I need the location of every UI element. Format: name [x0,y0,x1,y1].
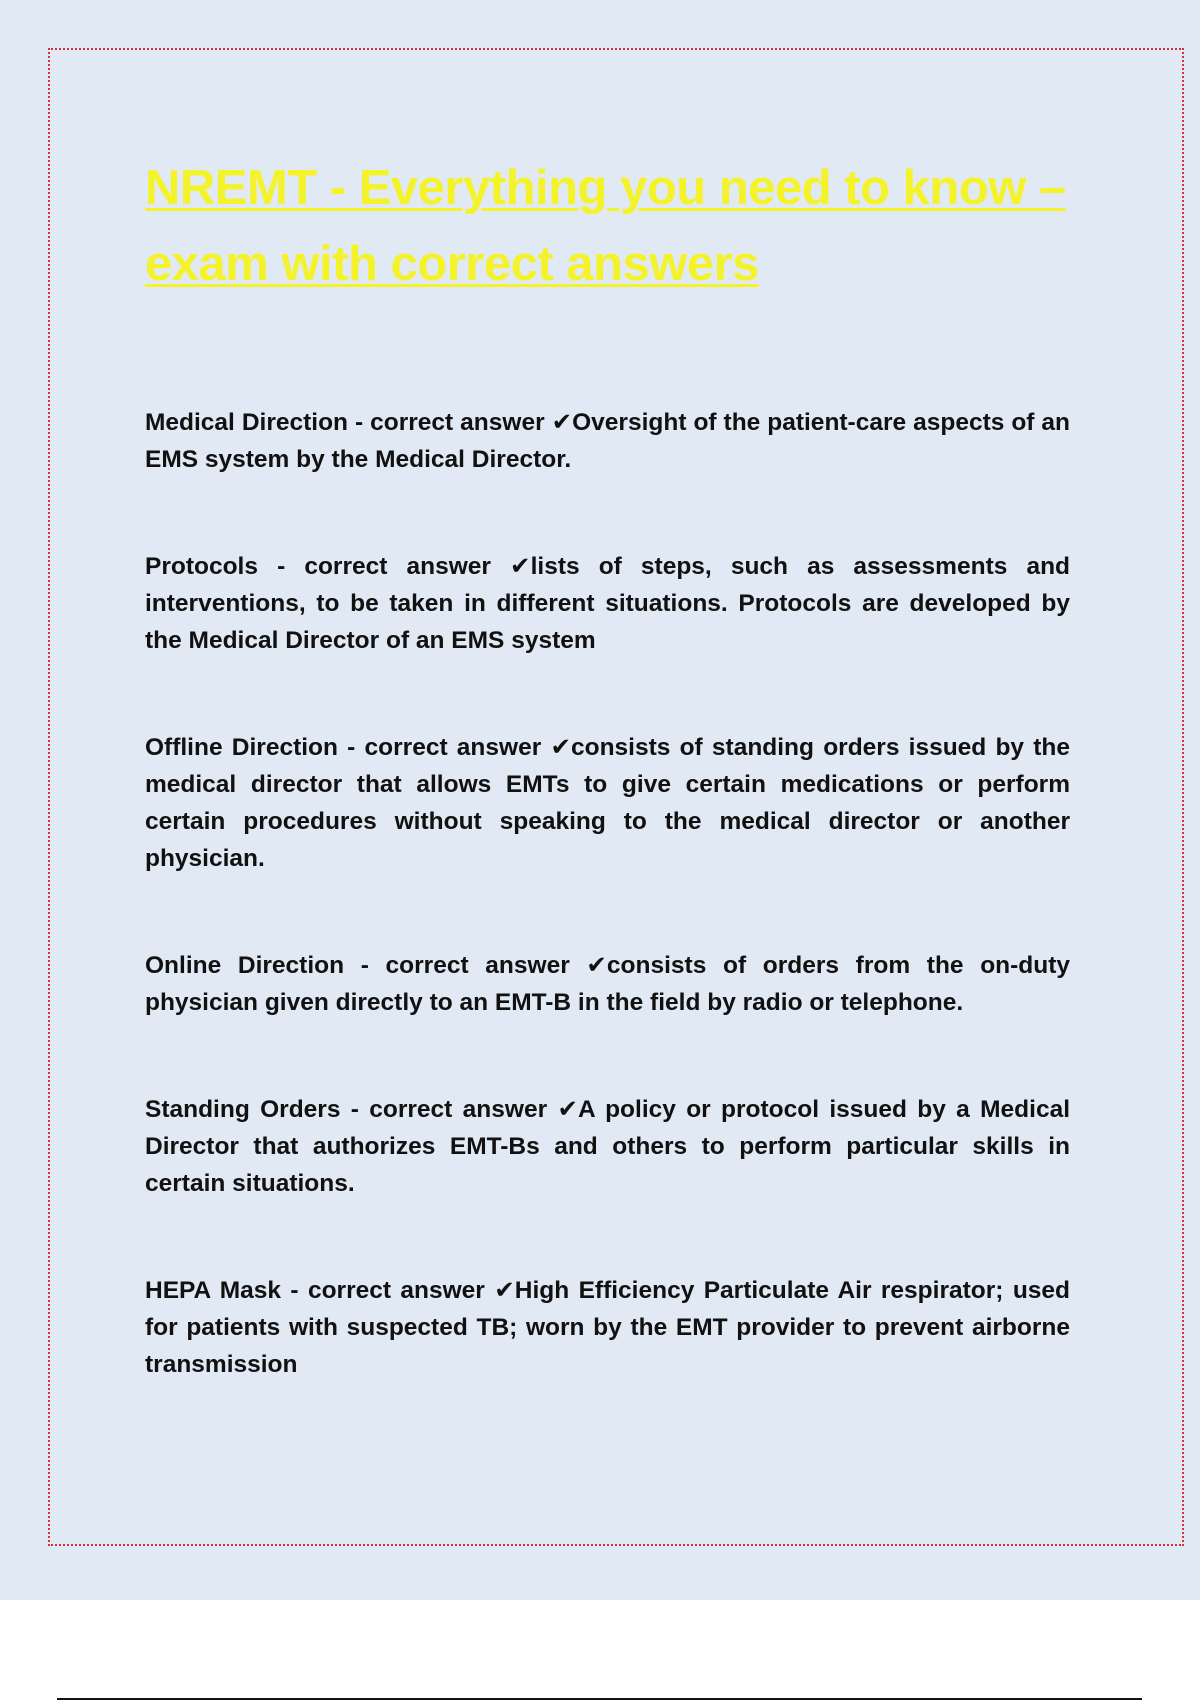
qa-separator: - correct answer [340,1096,558,1123]
qa-term: Medical Direction [145,409,349,436]
check-icon: ✔ [494,1277,515,1304]
qa-answer: lists of steps, such as assessments and interventions, to be taken in different situations. Protocols are developed by the Medical Director of an EMS system [145,553,1070,654]
qa-separator: - correct answer [348,409,552,436]
qa-entry [145,1091,1070,1202]
qa-entry [145,404,1070,478]
qa-answer: consists of orders from the on-duty physician given directly to an EMT-B in the field by radio or telephone. [145,952,1071,1016]
qa-term: Online Direction [145,952,345,979]
qa-term: Protocols [145,553,258,580]
check-icon: ✔ [557,1096,578,1123]
check-icon: ✔ [550,734,571,761]
qa-term: Standing Orders [145,1096,341,1123]
qa-answer: consists of standing orders issued by the medical director that allows EMTs to give certain medications or perform certain procedures without speaking to the medical director or another physician. [145,734,1071,872]
qa-entry [145,1272,1070,1383]
document-body [145,150,1070,1453]
qa-entry [145,548,1070,659]
check-icon: ✔ [551,409,573,436]
qa-entry [145,947,1070,1021]
check-icon: ✔ [586,952,607,979]
qa-term: HEPA Mask [145,1277,282,1304]
qa-answer: Oversight of the patient-care aspects of an EMS system by the Medical Director. [145,409,1071,473]
qa-separator: - correct answer [337,734,551,761]
qa-separator: - correct answer [258,553,511,580]
document-title: NREMT - Everything you need to know – exam with correct answers [145,161,1066,291]
qa-answer: High Efficiency Particulate Air respirator; used for patients with suspected TB; worn by the EMT provider to prevent airborne transmission [145,1277,1070,1378]
qa-separator: - correct answer [344,952,587,979]
qa-list [145,404,1070,1383]
qa-separator: - correct answer [281,1277,495,1304]
qa-entry [145,729,1070,877]
qa-term: Offline Direction [145,734,338,761]
check-icon: ✔ [510,553,531,580]
qa-answer: A policy or protocol issued by a Medical Director that authorizes EMT-Bs and others to perform particular skills in certain situations. [145,1096,1071,1197]
